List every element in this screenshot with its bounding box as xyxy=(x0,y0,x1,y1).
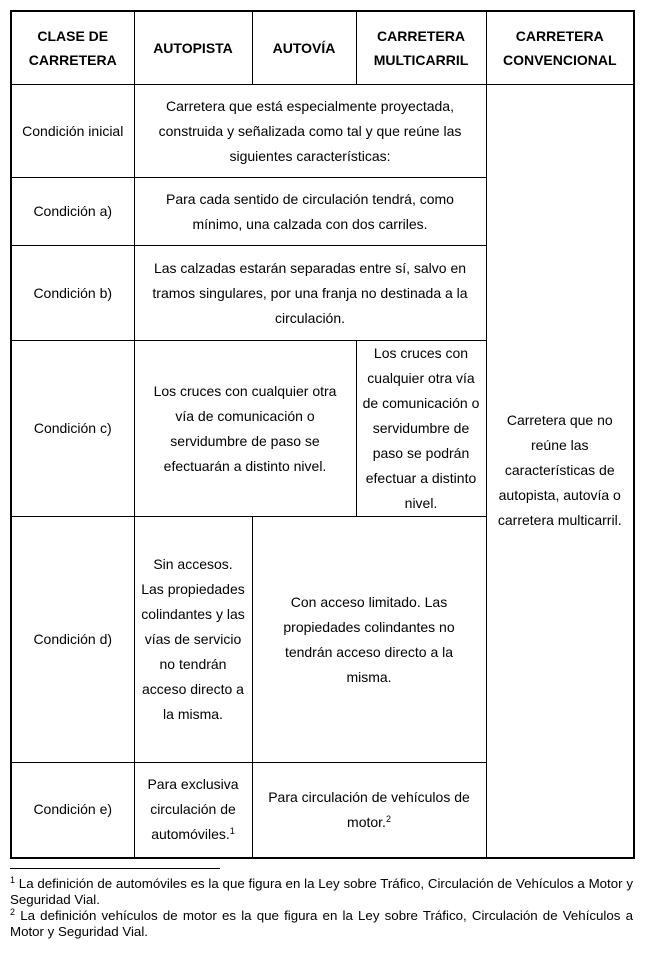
header-autovia: AUTOVÍA xyxy=(252,11,356,85)
text-condicion-d-autopista: Sin accesos. Las propiedades colindantes y las vías de servicio no tendrán acceso directo a la misma. xyxy=(134,517,252,763)
footnote-1 xyxy=(10,876,633,907)
label-condicion-inicial: Condición inicial xyxy=(11,85,134,178)
header-clase: CLASE DE CARRETERA xyxy=(11,11,134,85)
header-autopista: AUTOPISTA xyxy=(134,11,252,85)
label-condicion-c: Condición c) xyxy=(11,341,134,517)
text-condicion-b: Las calzadas estarán separadas entre sí, salvo en tramos singulares, por una franja no destinada a la circulación. xyxy=(134,246,486,341)
footnote-2 xyxy=(10,908,633,939)
label-condicion-e: Condición e) xyxy=(11,763,134,858)
text-condicion-a: Para cada sentido de circulación tendrá, como mínimo, una calzada con dos carriles. xyxy=(134,178,486,246)
text-condicion-e-autopista-text: Para exclusiva circulación de automóviles. xyxy=(147,776,239,843)
footnote-2-text: La definición vehículos de motor es la que figura en la Ley sobre Tráfico, Circulación de Vehículos a Motor y Seguridad Vial. xyxy=(10,908,633,939)
text-condicion-e-resto xyxy=(252,763,486,858)
label-condicion-b: Condición b) xyxy=(11,246,134,341)
road-classification-table xyxy=(10,10,635,859)
label-condicion-d: Condición d) xyxy=(11,517,134,763)
text-condicion-inicial: Carretera que está especialmente proyectada, construida y señalizada como tal y que reúne las siguientes características: xyxy=(134,85,486,178)
label-condicion-a: Condición a) xyxy=(11,178,134,246)
footnote-rule xyxy=(10,868,220,869)
text-condicion-c-autopista-autovia: Los cruces con cualquier otra vía de comunicación o servidumbre de paso se efectuarán a distinto nivel. xyxy=(134,341,356,517)
text-condicion-d-resto: Con acceso limitado. Las propiedades colindantes no tendrán acceso directo a la misma. xyxy=(252,517,486,763)
text-convencional: Carretera que no reúne las características de autopista, autovía o carretera multicarril. xyxy=(486,85,634,858)
header-convencional: CARRETERA CONVENCIONAL xyxy=(486,11,634,85)
row-condicion-inicial xyxy=(11,85,634,178)
header-row xyxy=(11,11,634,85)
footnote-1-num: 1 xyxy=(10,875,16,885)
footnote-2-num: 2 xyxy=(10,907,16,917)
text-condicion-e-autopista xyxy=(134,763,252,858)
text-condicion-c-multicarril: Los cruces con cualquier otra vía de comunicación o servidumbre de paso se podrán efectuar a distinto nivel. xyxy=(356,341,486,517)
header-multicarril: CARRETERA MULTICARRIL xyxy=(356,11,486,85)
document xyxy=(10,10,633,859)
footnote-1-text: La definición de automóviles es la que figura en la Ley sobre Tráfico, Circulación de Vehículos a Motor y Seguridad Vial. xyxy=(10,876,633,907)
text-condicion-e-resto-text: Para circulación de vehículos de motor. xyxy=(268,788,470,830)
footnotes xyxy=(10,876,633,940)
footnote-ref-2: 2 xyxy=(385,813,391,824)
footnote-ref-1: 1 xyxy=(229,826,235,837)
